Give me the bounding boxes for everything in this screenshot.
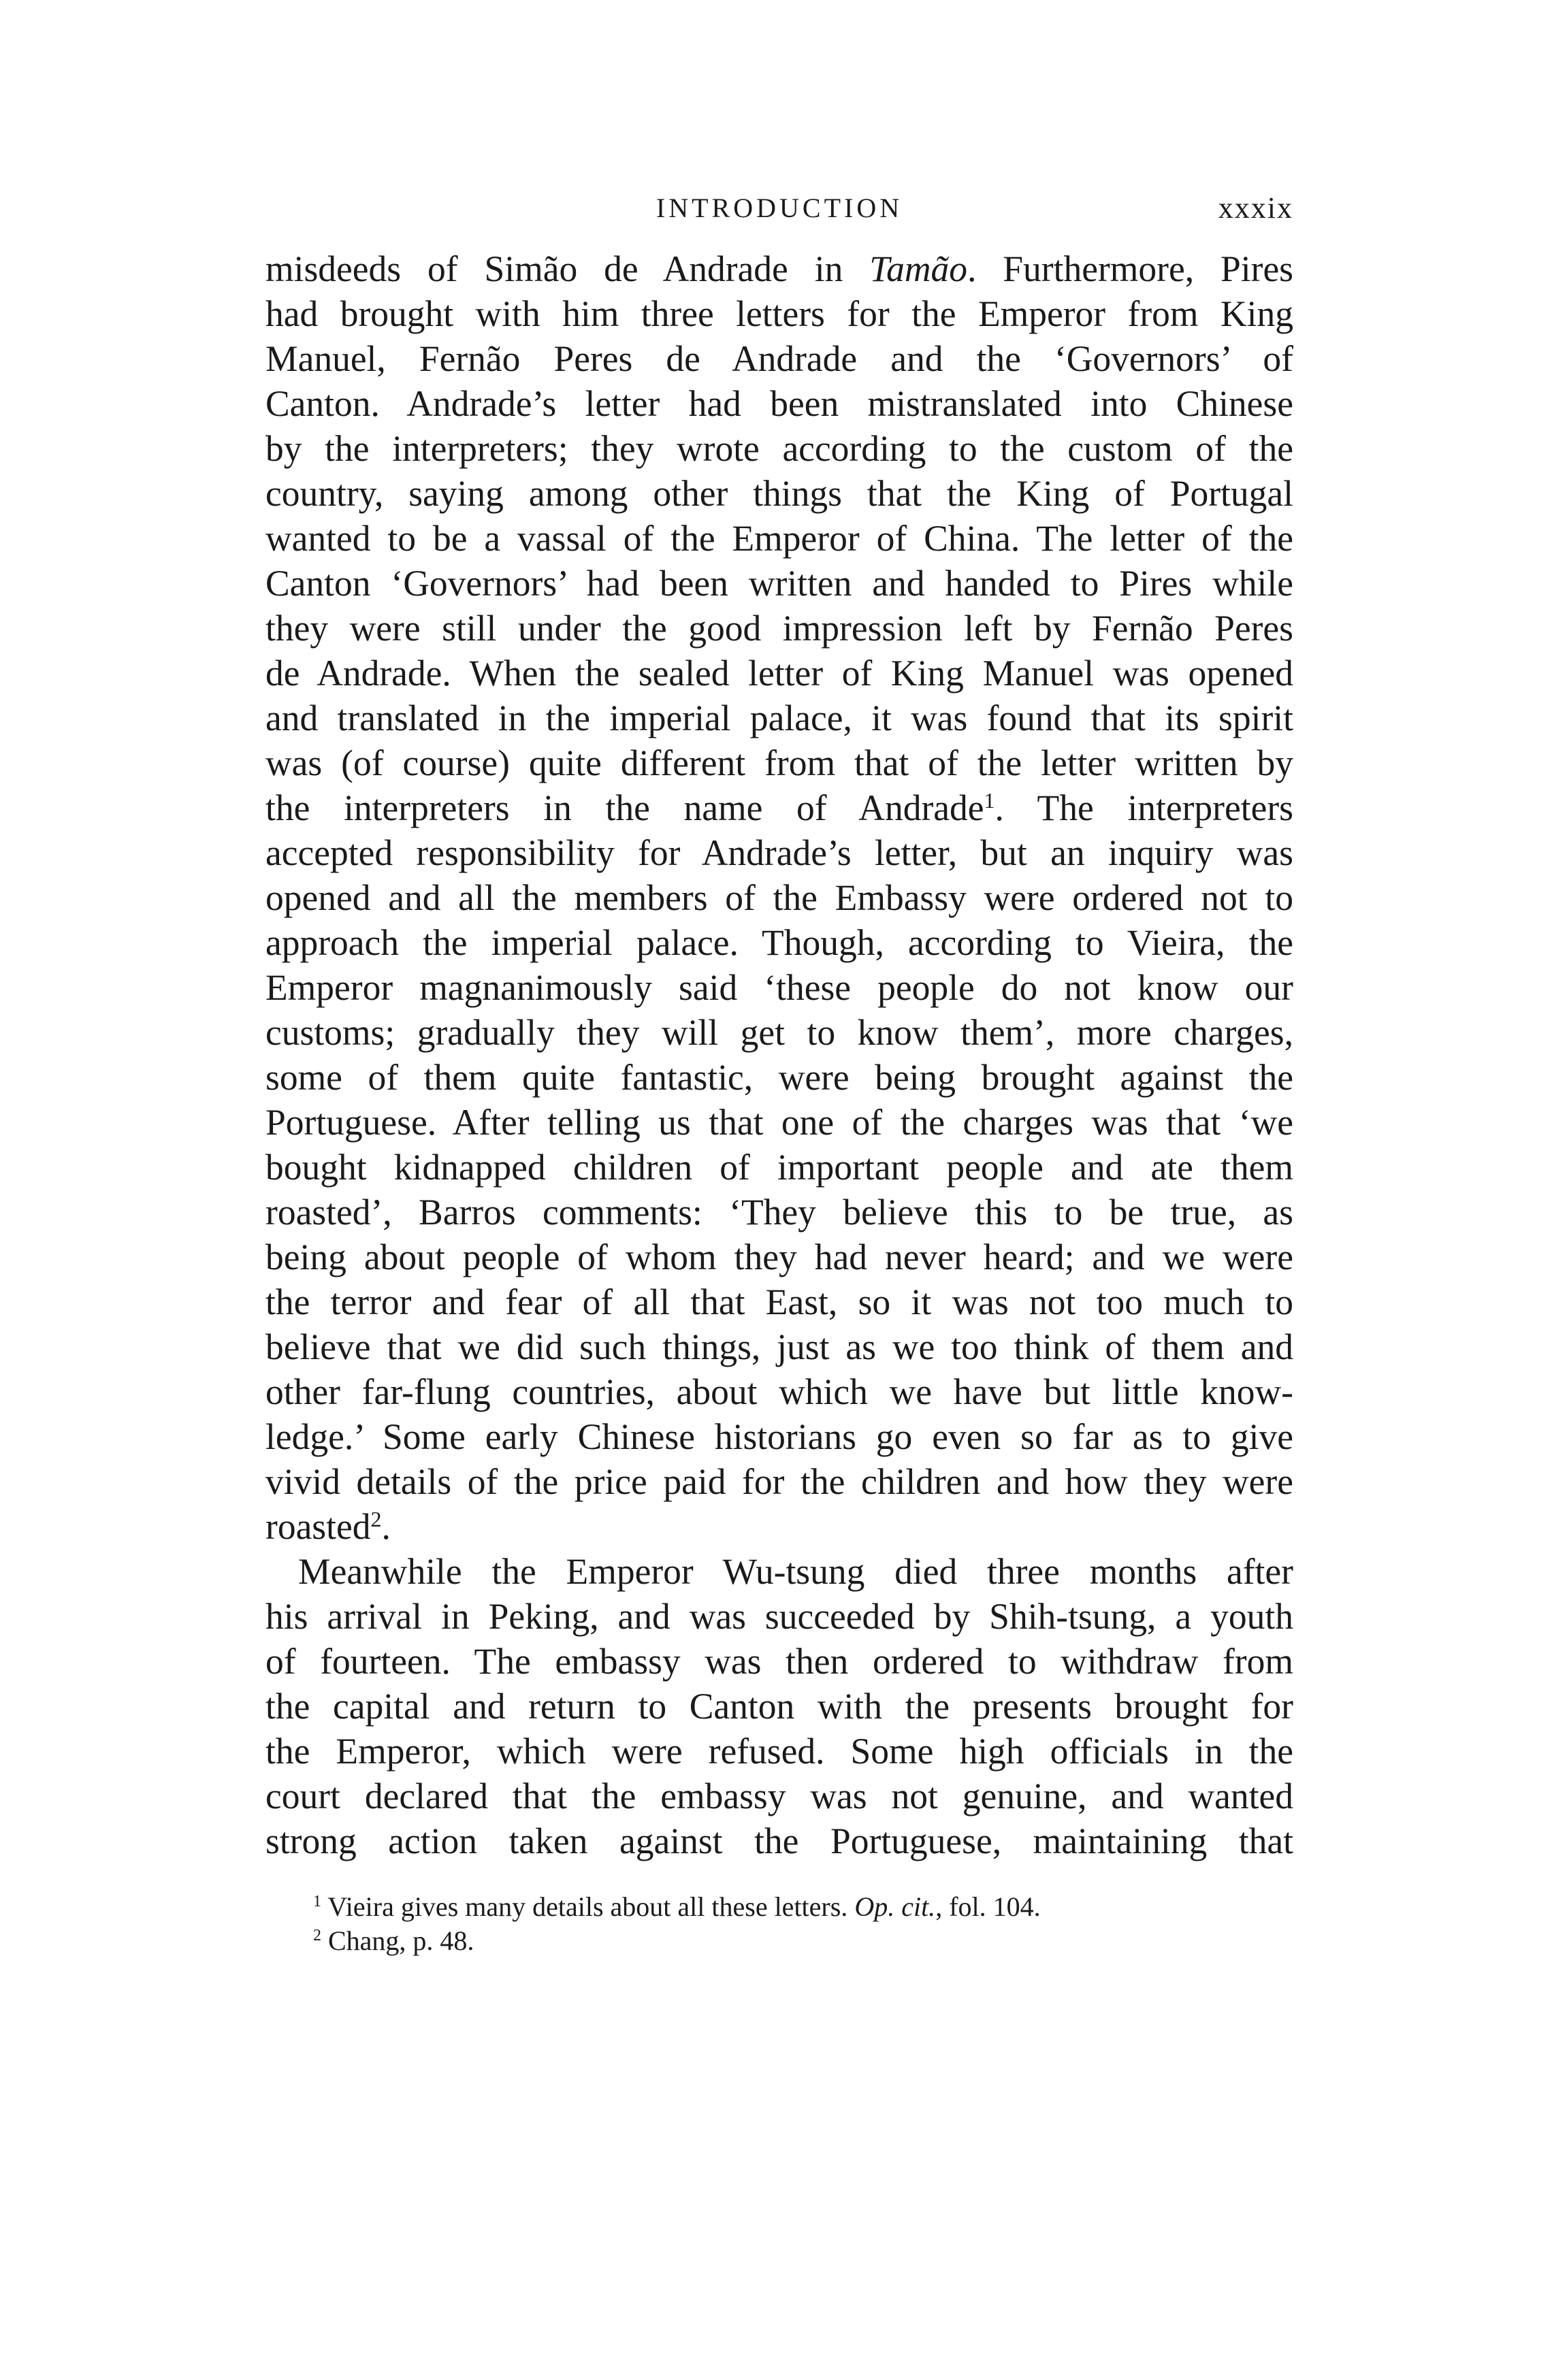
text-line: the capital and return to Canton with the presents brought for: [265, 1686, 1293, 1727]
text-line: they were still under the good impression left by Fernão Peres: [265, 608, 1293, 649]
text-line: accepted responsibility for Andrade’s letter, but an inquiry was: [265, 832, 1293, 873]
text-line: by the interpreters; they wrote according to the custom of the: [265, 428, 1293, 469]
text-line: roasted$^2$.: [265, 1506, 391, 1547]
text-line: ledge.’ Some early Chinese historians go even so far as to give: [265, 1416, 1293, 1457]
text-line: had brought with him three letters for the Emperor from King: [265, 293, 1293, 334]
text-line: de Andrade. When the sealed letter of King Manuel was opened: [265, 653, 1293, 694]
text-line: believe that we did such things, just as we too think of them and: [265, 1326, 1293, 1367]
footnote-marker: 2: [313, 1927, 321, 1944]
running-title: INTRODUCTION: [656, 193, 903, 223]
text-line: the Emperor, which were refused. Some high officials in the: [265, 1731, 1293, 1772]
text-line: was (of course) quite different from that of the letter written by: [265, 743, 1293, 783]
text-line: and translated in the imperial palace, it was found that its spirit: [265, 698, 1293, 738]
text-line: the terror and fear of all that East, so it was not too much to: [265, 1282, 1293, 1322]
text-line: country, saying among other things that the King of Portugal: [265, 473, 1293, 514]
text-line: Manuel, Fernão Peres de Andrade and the ‘Governors’ of: [265, 338, 1293, 379]
text-line: misdeeds of Simão de Andrade in Tamão. Furthermore, Pires: [265, 248, 1294, 289]
text-line: Portuguese. After telling us that one of the charges was that ‘we: [265, 1102, 1293, 1143]
paragraph-start-line: Meanwhile the Emperor Wu-tsung died three months after: [298, 1551, 1293, 1592]
text-line: roasted’, Barros comments: ‘They believe this to be true, as: [265, 1192, 1293, 1233]
footnote-1: $^1$ Vieira gives many details about all these letters. Op. cit., fol. 104.: [313, 1891, 1041, 1922]
body-text: [265, 246, 1293, 1863]
text-line: other far-flung countries, about which we have but little know-: [265, 1371, 1293, 1412]
text-line: Canton ‘Governors’ had been written and handed to Pires while: [265, 563, 1293, 604]
text-line: some of them quite fantastic, were being brought against the: [265, 1057, 1293, 1098]
text-line: opened and all the members of the Embassy were ordered not to: [265, 877, 1293, 918]
text-line: strong action taken against the Portuguese, maintaining that: [265, 1821, 1293, 1861]
text-line: his arrival in Peking, and was succeeded by Shih-tsung, a youth: [265, 1596, 1293, 1637]
text-line: being about people of whom they had never heard; and we were: [265, 1237, 1293, 1277]
text-line: approach the imperial palace. Though, according to Vieira, the: [265, 922, 1293, 963]
page-number: xxxix: [1218, 191, 1293, 225]
italic-place-name: Tamão: [869, 248, 967, 289]
footnote-marker: 1: [313, 1893, 321, 1910]
text-line: court declared that the embassy was not genuine, and wanted: [265, 1776, 1293, 1816]
text-line: Canton. Andrade’s letter had been mistranslated into Chinese: [265, 383, 1293, 424]
footnote-ref-1[interactable]: 1: [984, 788, 995, 813]
footnote-2: $^2$ Chang, p. 48.: [313, 1925, 474, 1956]
footnotes: [313, 1890, 1293, 1958]
text-line: bought kidnapped children of important people and ate them: [265, 1147, 1293, 1188]
footnote-ref-2[interactable]: 2: [370, 1507, 382, 1531]
text-line: the interpreters in the name of Andrade$^1$. The interpreters: [265, 787, 1293, 828]
running-header: [265, 188, 1293, 229]
text-line: Emperor magnanimously said ‘these people do not know our: [265, 967, 1293, 1008]
text-line: of fourteen. The embassy was then ordered to withdraw from: [265, 1641, 1293, 1682]
text-line: customs; gradually they will get to know them’, more charges,: [265, 1012, 1293, 1053]
text-line: wanted to be a vassal of the Emperor of China. The letter of the: [265, 518, 1293, 559]
text-line: vivid details of the price paid for the children and how they were: [265, 1461, 1293, 1502]
